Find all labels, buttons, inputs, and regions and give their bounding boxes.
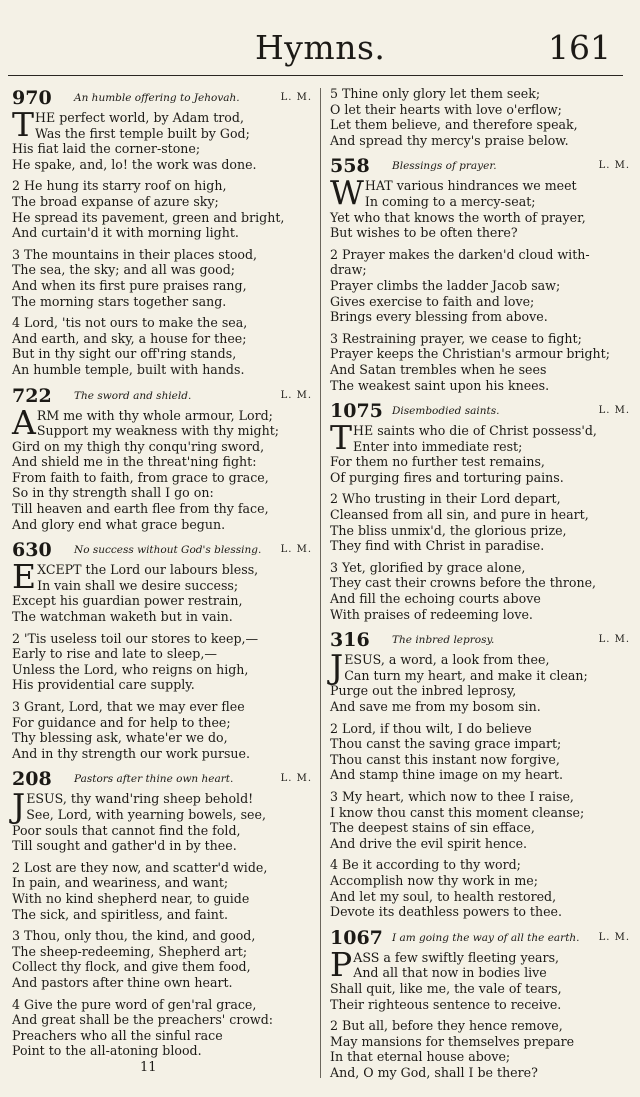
hymn-title: The sword and shield. xyxy=(74,389,192,402)
verse-line: 2 He hung its starry roof on high, xyxy=(12,178,227,194)
verse-line: And great shall be the preachers' crowd: xyxy=(12,1012,274,1028)
verse-line: He spread its pavement, green and bright, xyxy=(12,209,285,225)
hymn-title: Pastors after thine own heart. xyxy=(74,773,234,786)
verse xyxy=(12,247,312,309)
verse-line: Till sought and gather'd in by thee. xyxy=(12,838,237,854)
hymn-number: 316 xyxy=(330,629,370,652)
verse-line: And in thy strength our work pursue. xyxy=(12,745,251,761)
hymn xyxy=(12,86,312,378)
hymn-meter: L. M. xyxy=(598,160,630,172)
verse-line: 3 My heart, which now to thee I raise, xyxy=(330,788,574,804)
column-divider xyxy=(320,88,321,1078)
verse-line: And drive the evil spirit hence. xyxy=(330,835,528,851)
verse xyxy=(12,593,312,624)
verse-line: Shall quit, like me, the vale of tears, xyxy=(330,980,562,996)
verse-line: Thou canst this instant now forgive, xyxy=(330,751,560,767)
opening-lines xyxy=(12,402,312,442)
verse-line: The sheep-redeeming, Shepherd art; xyxy=(12,943,248,959)
verse-line: And save me from my bosom sin. xyxy=(330,699,541,714)
verse-line: 2 Prayer makes the darken'd cloud with- xyxy=(330,246,590,262)
verse xyxy=(12,997,312,1059)
verse-line: In vain shall we desire success; xyxy=(37,577,239,593)
verse-line: Gird on my thigh thy conqu'ring sword, xyxy=(12,438,265,454)
hymn xyxy=(330,154,630,393)
verse-line: The broad expanse of azure sky; xyxy=(12,193,219,209)
verse-line: The bliss unmix'd, the glorious prize, xyxy=(330,522,567,538)
verse-line: Poor souls that cannot find the fold, xyxy=(12,822,241,838)
hymn-title: The inbred leprosy. xyxy=(392,634,495,647)
verse-line: 4 Lord, 'tis not ours to make the sea, xyxy=(12,315,248,331)
verse xyxy=(330,1018,630,1080)
signature-mark: 11 xyxy=(140,1060,157,1075)
drop-cap: J xyxy=(330,647,344,687)
page-header xyxy=(0,28,640,68)
verse-line: And glory end what grace begun. xyxy=(12,516,226,532)
hymn-number: 1067 xyxy=(330,926,383,949)
verse xyxy=(12,631,312,693)
verse-line: May mansions for themselves prepare xyxy=(330,1033,575,1049)
verse-line: 4 Be it according to thy word; xyxy=(330,857,521,873)
hymn-title: I am going the way of all the earth. xyxy=(392,931,580,944)
verse-line: Devote its deathless powers to thee. xyxy=(330,904,563,920)
verse-line: 5 Thine only glory let them seek; xyxy=(330,86,541,101)
hymn-number: 970 xyxy=(12,87,52,109)
verse-line: Of purging fires and torturing pains. xyxy=(330,469,564,485)
verse xyxy=(330,721,630,783)
drop-cap: T xyxy=(12,105,35,144)
hymn-meter: L. M. xyxy=(280,389,312,401)
verse xyxy=(12,178,312,240)
verse-line: With praises of redeeming love. xyxy=(330,606,533,622)
header-rule xyxy=(8,75,623,76)
opening-lines xyxy=(330,173,630,213)
verse-line: The weakest saint upon his knees. xyxy=(330,377,550,393)
verse-line: 3 Restraining prayer, we cease to fight; xyxy=(330,330,582,346)
verse-line: XCEPT the Lord our labours bless, xyxy=(37,562,259,578)
hymn-header xyxy=(330,628,630,652)
verse-line: And let my soul, to health restored, xyxy=(330,888,557,904)
verse xyxy=(330,857,630,919)
verse-line: ESUS, thy wand'ring sheep behold! xyxy=(26,791,254,807)
verse xyxy=(12,141,312,172)
verse-line: His fiat laid the corner-stone; xyxy=(12,141,201,157)
verse xyxy=(330,210,630,241)
opening-lines xyxy=(330,647,630,687)
verse-line: Let them believe, and therefore speak, xyxy=(330,117,578,133)
verse-line: In that eternal house above; xyxy=(330,1049,511,1065)
drop-cap: P xyxy=(330,944,353,984)
verse xyxy=(330,789,630,851)
verse-line: Unless the Lord, who reigns on high, xyxy=(12,661,249,677)
verse xyxy=(330,247,630,325)
hymn-header xyxy=(12,384,312,408)
hymn-meter: L. M. xyxy=(280,773,312,785)
verse-line: RM me with thy whole armour, Lord; xyxy=(36,407,273,423)
verse-line: And pastors after thine own heart. xyxy=(12,974,233,990)
drop-cap: J xyxy=(12,786,26,826)
verse xyxy=(330,981,630,1012)
verse-line: 3 Thou, only thou, the kind, and good, xyxy=(12,928,256,944)
hymn-header xyxy=(330,154,630,178)
verse-line: In coming to a mercy-seat; xyxy=(364,193,536,209)
hymn-title: No success without God's blessing. xyxy=(74,544,262,557)
verse-line: ESUS, a word, a look from thee, xyxy=(344,652,550,668)
verse xyxy=(330,560,630,622)
page-number: 161 xyxy=(548,28,611,67)
hymn xyxy=(330,926,630,1081)
verse-line: The watchman waketh but in vain. xyxy=(12,609,233,625)
verse-line: Brings every blessing from above. xyxy=(330,309,548,325)
verse-line: Yet who that knows the worth of prayer, xyxy=(330,209,586,225)
running-title: Hymns. xyxy=(255,28,386,67)
hymn-number: 558 xyxy=(330,155,370,178)
verse-line: 2 But all, before they hence remove, xyxy=(330,1018,563,1034)
verse-line: For them no further test remains, xyxy=(330,454,545,470)
verse xyxy=(12,928,312,990)
verse xyxy=(330,331,630,393)
verse-line: Accomplish now thy work in me; xyxy=(330,872,538,888)
verse-line: draw; xyxy=(330,262,367,278)
hymn-meter: L. M. xyxy=(280,92,312,103)
verse-line: Gives exercise to faith and love; xyxy=(330,293,535,309)
verse-line: HAT various hindrances we meet xyxy=(364,178,577,194)
opening-lines xyxy=(12,786,312,826)
verse-line: I know thou canst this moment cleanse; xyxy=(330,804,585,820)
verse xyxy=(12,315,312,377)
hymn-number: 630 xyxy=(12,539,52,562)
left-column xyxy=(12,86,312,1065)
verse-line: Thou canst the saving grace impart; xyxy=(330,736,562,752)
verse-line: Can turn my heart, and make it clean; xyxy=(344,667,588,683)
hymn-header xyxy=(330,926,630,950)
verse-line: 3 The mountains in their places stood, xyxy=(12,246,258,262)
verse-line: And Satan trembles when he sees xyxy=(330,361,547,377)
verse-line: But wishes to be often there? xyxy=(330,225,518,241)
verse-line: Prayer climbs the ladder Jacob saw; xyxy=(330,277,561,293)
verse xyxy=(330,454,630,485)
verse-line: Collect thy flock, and give them food, xyxy=(12,959,251,975)
opening-lines xyxy=(330,944,630,984)
verse-line: And earth, and sky, a house for thee; xyxy=(12,330,247,346)
verse-line: 3 Yet, glorified by grace alone, xyxy=(330,559,526,575)
hymn-title: Disembodied saints. xyxy=(392,405,500,418)
verse-line: And stamp thine image on my heart. xyxy=(330,767,563,783)
drop-cap: T xyxy=(330,418,353,458)
verse-line: And when its first pure praises rang, xyxy=(12,277,247,293)
verse xyxy=(330,86,630,148)
verse-line: Enter into immediate rest; xyxy=(353,438,523,454)
verse-line: The sick, and spiritless, and faint. xyxy=(12,906,228,922)
verse-line: Prayer keeps the Christian's armour bright; xyxy=(330,346,610,362)
verse-line: See, Lord, with yearning bowels, see, xyxy=(26,806,266,822)
verse xyxy=(12,823,312,854)
hymn xyxy=(330,399,630,622)
verse-line: And fill the echoing courts above xyxy=(330,591,541,607)
hymn xyxy=(12,767,312,1059)
verse xyxy=(12,699,312,761)
verse-line: Purge out the inbred leprosy, xyxy=(330,683,517,699)
verse-line: And spread thy mercy's praise below. xyxy=(330,132,569,148)
right-column xyxy=(330,86,630,1086)
verse-line: Was the first temple built by God; xyxy=(35,125,250,141)
verse-line: 2 Lost are they now, and scatter'd wide, xyxy=(12,859,268,875)
verse-line: 3 Grant, Lord, that we may ever flee xyxy=(12,699,245,714)
hymn-meter: L. M. xyxy=(280,544,312,556)
verse-line: The sea, the sky; and all was good; xyxy=(12,262,236,278)
verse-line: And all that now in bodies live xyxy=(353,965,547,981)
verse-line: The morning stars together sang. xyxy=(12,293,227,309)
verse-line: ASS a few swiftly fleeting years, xyxy=(353,949,560,965)
verse-line: An humble temple, built with hands. xyxy=(12,361,245,377)
drop-cap: E xyxy=(12,557,37,597)
verse-line: And, O my God, shall I be there? xyxy=(330,1064,538,1080)
verse-line: 2 Lord, if thou wilt, I do believe xyxy=(330,720,532,736)
hymn xyxy=(330,628,630,920)
verse-line: Early to rise and late to sleep,— xyxy=(12,646,217,662)
hymn-title: Blessings of prayer. xyxy=(392,160,497,173)
verse-line: Point to the all-atoning blood. xyxy=(12,1043,202,1059)
hymn-header xyxy=(12,767,312,791)
hymn-header xyxy=(12,538,312,562)
verse-line: HE saints who die of Christ possess'd, xyxy=(353,423,597,439)
verse-line: They find with Christ in paradise. xyxy=(330,538,545,554)
verse xyxy=(12,439,312,533)
verse-line: HE perfect world, by Adam trod, xyxy=(35,110,244,125)
verse-line: He spake, and, lo! the work was done. xyxy=(12,156,257,172)
hymn-number: 1075 xyxy=(330,400,383,423)
verse-line: His providential care supply. xyxy=(12,677,195,693)
verse-line: Except his guardian power restrain, xyxy=(12,593,243,609)
drop-cap: A xyxy=(12,402,36,442)
verse-line: They cast their crowns before the throne, xyxy=(330,575,597,591)
verse-line: 2 Who trusting in their Lord depart, xyxy=(330,491,561,507)
verse-line: So in thy strength shall I go on: xyxy=(12,485,214,501)
verse-line: And curtain'd it with morning light. xyxy=(12,225,239,241)
hymn-number: 208 xyxy=(12,768,52,791)
hymn-header xyxy=(12,86,312,110)
verse-line: Till heaven and earth flee from thy face, xyxy=(12,501,269,517)
hymn-title: An humble offering to Jehovah. xyxy=(74,92,240,104)
verse-line: And shield me in the threat'ning fight: xyxy=(12,454,257,470)
verse-line: In pain, and weariness, and want; xyxy=(12,875,229,891)
verse-line: Thy blessing ask, whate'er we do, xyxy=(12,730,228,746)
verse-line: O let their hearts with love o'erflow; xyxy=(330,101,562,117)
hymn-meter: L. M. xyxy=(598,634,630,646)
verse-line: For guidance and for help to thee; xyxy=(12,714,231,730)
opening-lines xyxy=(12,105,312,144)
hymn-number: 722 xyxy=(12,384,52,407)
verse-line: From faith to faith, from grace to grace, xyxy=(12,469,269,485)
verse-line: Cleansed from all sin, and pure in heart, xyxy=(330,507,589,523)
verse-line: 4 Give the pure word of gen'ral grace, xyxy=(12,996,257,1012)
verse xyxy=(330,491,630,553)
hymn xyxy=(12,384,312,533)
hymn-meter: L. M. xyxy=(598,405,630,417)
hymn xyxy=(330,86,630,148)
verse xyxy=(330,683,630,714)
verse-line: Support my weakness with thy might; xyxy=(36,423,280,439)
hymn xyxy=(12,538,312,761)
opening-lines xyxy=(330,418,630,458)
verse-line: With no kind shepherd near, to guide xyxy=(12,890,250,906)
verse xyxy=(12,860,312,922)
drop-cap: W xyxy=(330,173,364,213)
verse-line: Preachers who all the sinful race xyxy=(12,1027,223,1043)
opening-lines xyxy=(12,557,312,597)
verse-line: Their righteous sentence to receive. xyxy=(330,996,562,1012)
verse-line: The deepest stains of sin efface, xyxy=(330,820,535,836)
verse-line: But in thy sight our off'ring stands, xyxy=(12,346,237,362)
hymn-header xyxy=(330,399,630,423)
verse-line: 2 'Tis useless toil our stores to keep,— xyxy=(12,630,259,646)
hymn-meter: L. M. xyxy=(598,931,630,943)
